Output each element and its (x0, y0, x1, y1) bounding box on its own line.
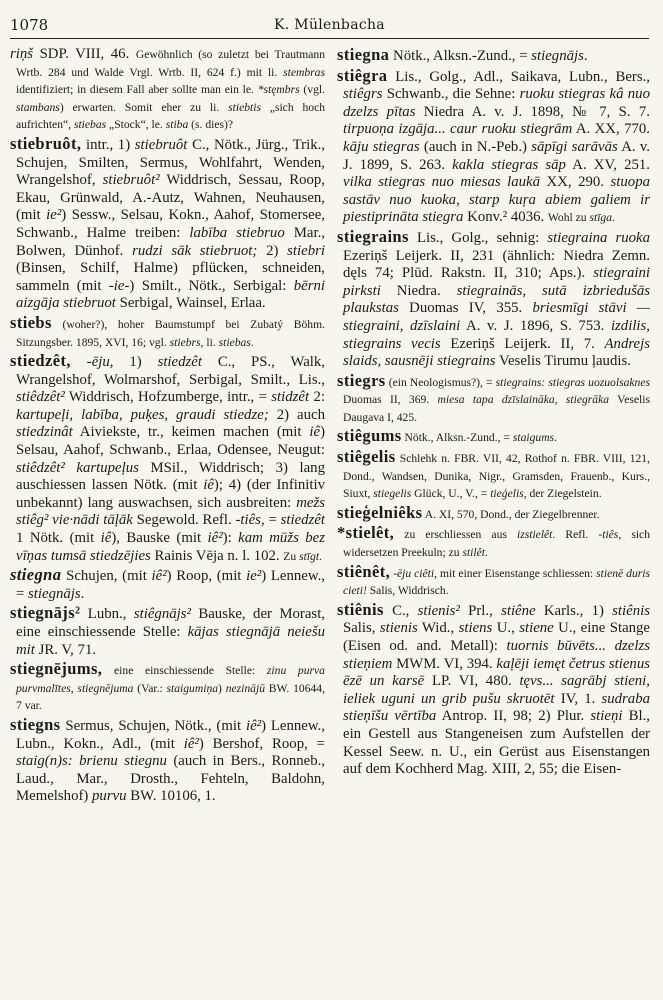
entry-text: izstielêt (516, 528, 553, 542)
entry-text: kaļēji iemęt četrus stienus ēzē un karsē (343, 655, 650, 690)
entry-text: staigums (512, 431, 555, 445)
entry-text: Mar., Bolwen, Dünhof. (16, 224, 325, 259)
entry-text: *stęmbrs (257, 83, 300, 97)
entry-text: SDP. VIII, 46. (33, 46, 136, 62)
entry-text: , = (260, 512, 281, 529)
entry-text: . (612, 211, 615, 225)
entry-text: . (319, 549, 322, 563)
entry-text: Karls., 1) (535, 602, 613, 619)
entry-text: Schujen, (mit (61, 568, 152, 585)
entry-text: (vgl. (299, 83, 325, 97)
entry-text: Rainis Vēja n. l. 102. (150, 547, 284, 564)
entry-text: ); 4) (der Infinitiv unbekannt) lang auswachsen, sich ausbreiten: (16, 477, 325, 511)
entry-text: zu erschliessen aus (394, 528, 517, 542)
entry-text: iê (100, 530, 112, 547)
entry-text: stiegrainās, sutā izbriedušās plaukstas (343, 282, 650, 317)
entry-text: ) Selsau, Aahof, Schwanb., Erlaa, Odensee, Neugut: (16, 424, 325, 459)
entry-text: C., PS., Walk, Wrangelshof, Wolmarshof, Serbigal, Smilt., Lis., (16, 354, 325, 388)
entry-text: A. XX, 770. (572, 121, 650, 138)
entry-text: Ezeriņš Leijerk. II, 7. (440, 335, 605, 352)
headword: stiebs (10, 312, 52, 332)
entry-text: Glück, U., V., = (411, 487, 491, 501)
entry-text: stuopa sastāv nuo kuoka, starp kuŗa abiem galiem ir piestiprināta stiegra (343, 174, 650, 226)
headword: stiegrains (337, 226, 409, 246)
entry-text: (auch in Bers., Ronneb., Laud., Mar., Drosth., Fehteln, Baldohn, Memelshof) (16, 753, 325, 805)
entry-text: Serbigal, Wainsel, Erlaa. (115, 295, 266, 312)
entry-rins (10, 46, 325, 134)
entry-text: -ēju ciêti, (393, 566, 437, 580)
entry-text: sudraba stieņīšu vērtība (343, 690, 650, 725)
running-title: K. Mülenbacha (274, 17, 385, 33)
entry-text: Widdrisch, Hofzumberge, intr., = (64, 389, 272, 406)
entry-text: kāju stiegras (343, 138, 420, 155)
entry-text: stiebri (287, 242, 325, 259)
entry-text: purvu (92, 788, 127, 805)
headword: stiebruôt, (10, 133, 82, 153)
entry-text: , li. (200, 335, 219, 349)
entry-text: XX, 290. (540, 174, 611, 191)
headword: stieģelniêks (337, 502, 423, 522)
entry-text: ie² (46, 207, 62, 224)
entry-text: iê² (183, 735, 199, 752)
entry-text: stiegraina ruoka (547, 229, 650, 246)
entry-text: . (250, 335, 254, 349)
entry-text: stiba (165, 118, 189, 132)
entry-text: stiegnājs (28, 585, 81, 602)
entry-text: Konv.² 4036. (463, 209, 548, 226)
entry-text: stiebruôt² (102, 172, 160, 189)
entry-text: C., Nötk., Jürg., Trik., Schujen, Smilten, Sermus, Wohlfahrt, Wenden, Wrangelshof, (16, 136, 325, 189)
entry-text: stiegelis (373, 487, 412, 501)
entry-text: -ēju (86, 354, 110, 371)
entry-text: riņš (10, 46, 34, 62)
entry-text: Niedra. (380, 282, 457, 299)
page-header (10, 14, 649, 39)
entry-stiegra (337, 67, 650, 227)
entry-text: 2: (309, 389, 325, 406)
entry-text: tuornis būvēts... dzelzs stieņiem (343, 638, 650, 672)
entry-text: Ezeriņš Leijerk. II, 231 (ähnlich: Niedra Zemn. dęls 74; Plūd. Rakstn. II, 310; Aps.). (343, 247, 650, 282)
entry-text: stīga (589, 211, 613, 225)
entry-stiegrs (337, 372, 650, 427)
entry-text: JR. V, 71. (34, 641, 97, 658)
entry-text: identifiziert; in diesem Fall aber sollte man ein le. (16, 83, 258, 97)
entry-text: eine einschiessende Stelle: (102, 664, 267, 678)
entry-text: U., (492, 620, 520, 637)
entry-text: stiegnājs (531, 48, 584, 64)
entry-text: Niedra A. v. J. 1898, № 7, S. 7. (415, 103, 650, 120)
entry-text: -tiês (598, 528, 619, 542)
entry-text: ): (222, 530, 239, 547)
entry-text: stiedzêt (280, 512, 325, 529)
entry-text: stiens (458, 620, 493, 637)
entry-stienis (337, 601, 650, 779)
entry-text: A. XV, 251. (565, 156, 650, 173)
entry-text: stienē duris cieti! (343, 566, 650, 598)
headword: stiedzêt, (10, 351, 71, 371)
entry-text: stiebrs (169, 335, 201, 349)
entry-text: Zu (283, 549, 300, 563)
entry-text: kartupeļi, labība, puķes, graudi stiedze; (16, 406, 269, 423)
entry-text: Antrop. II, 98; 2) Plur. (436, 708, 591, 725)
entry-text: ) Roop, (mit (166, 568, 247, 585)
entry-text: , sich widersetzen Preekuln; zu (343, 528, 650, 560)
entry-stiebruot (10, 135, 325, 313)
entry-text: ) Smilt., Nötk., Serbigal: (129, 277, 294, 294)
entry-text: Salis, Widdrisch. (366, 584, 449, 598)
entry-text: stiebas (73, 118, 107, 132)
entry-text: MSil., Widdrisch; 3) lang auschiessen lassen Nötk. (mit (16, 459, 325, 494)
entry-text: stambans (16, 100, 60, 114)
entry-text: . (583, 48, 588, 64)
entry-text: stiedzinât (16, 424, 73, 441)
entry-text: Veselis Tirumu ļaudis. (495, 353, 631, 370)
entry-text: intr., 1) (81, 136, 135, 153)
entry-text: Duomas IV, 355. (398, 300, 533, 317)
entry-text: Wid., (417, 620, 459, 637)
entry-stiegns (10, 716, 325, 806)
entry-text: Prl., (459, 602, 502, 619)
entry-text: Veselis Daugava I, 425. (343, 393, 650, 424)
entry-stiegnejums (10, 660, 325, 715)
entry-text: stiedzêt (157, 354, 202, 371)
entry-text: iê² (207, 530, 223, 547)
entry-text: LP. VI, 480. (424, 673, 520, 690)
headword: stiêgums (337, 426, 402, 446)
headword: stiegna (337, 46, 390, 64)
entry-text: , 1) (109, 354, 158, 371)
entry-text: Schlehk n. FBR. VII, 42, Rothof n. FBR. VIII, 121, Dond., Wandsen, Dunika, Nigr., Gramsden, Frauenb., Kurs., Siuxt, (343, 452, 650, 501)
entry-text: . Refl. (552, 528, 599, 542)
entry-text: C., (383, 602, 418, 619)
entry-text: U., eine Stange (Eisen od. and. Metall): (343, 620, 650, 654)
entry-text: Lis., Golg., Adl., Saikava, Lubn., Bers., (387, 68, 650, 85)
entry-text: stiebtis (228, 100, 261, 114)
entry-text: nezinājū (225, 681, 265, 695)
headword: stiegna (10, 565, 62, 585)
entry-text: (s. dies)? (188, 118, 234, 132)
entry-text: 2) (257, 242, 288, 259)
entry-text: stembras (283, 65, 325, 79)
headword: stiegrs (337, 370, 386, 390)
entry-text: Gewöhnlich (so zuletzt bei Trautmann Wrtb. 284 und Walde Vrgl. Wrtb. II, 624 f.) mit li. (16, 48, 325, 79)
headword: stiegnājs² (10, 603, 81, 623)
entry-text: Sermus, Schujen, Nötk., (mit (60, 717, 246, 734)
entry-text: „Stock“, le. (106, 118, 166, 132)
entry-text: staigumiņa (166, 681, 219, 695)
entry-stiegelnieks (337, 504, 650, 524)
entry-text: A. v. J. 1896, S. 753. (460, 317, 611, 334)
entry-text: Bauske, der Morast, eine einschiessende Stelle: (16, 606, 325, 640)
headword: stiegns (10, 714, 61, 734)
headword: stiênêt, (337, 561, 391, 581)
entry-text: Andrejs slaids, sausnēji stiegrains (343, 335, 650, 370)
entry-text: stiêne (501, 602, 536, 619)
entry-stielet (337, 524, 650, 561)
entry-text: ) Lennew., = (16, 568, 325, 602)
headword: stiegnējums, (10, 659, 103, 679)
entry-text: bērni aizgāja stiebruot (16, 277, 325, 312)
entry-text: MWM. VI, 394. (392, 655, 497, 672)
entry-text: stiegrains: stiegras uozuolsaknes (495, 375, 650, 389)
entry-text: sāpīgi sarāvās (531, 138, 618, 155)
entry-stiegrains (337, 228, 650, 371)
right-column (337, 46, 650, 992)
entry-text: labība stiebruo (189, 224, 285, 241)
entry-text: mežs stiêg² vie·nādi tāļāk (16, 494, 325, 529)
entry-text: Duomas II, 369. (343, 393, 438, 407)
entry-text: kam mūžs bez vīņas tumsā stiedzējies (16, 530, 325, 564)
entry-text: mit einer Eisenstange schliessen: (437, 566, 597, 580)
entry-text: -tiês (235, 512, 261, 529)
entry-text: zinu purva purvmalītes, stiegnējuma (16, 664, 325, 695)
entry-text: (ein Neologismus?), = (385, 375, 496, 389)
entry-text: . (554, 431, 557, 445)
entry-text: Widdrisch, Sessau, Roop, Ekau, Grünwald, A.-Autz, Wahnen, Neuhausen, (mit (16, 172, 325, 224)
headword: *stielêt, (337, 523, 395, 543)
entry-text (71, 354, 87, 370)
entry-text: -ie- (108, 277, 130, 294)
entry-text: Lubn., (80, 606, 134, 623)
entry-text: vilka stiegras nuo miesas laukā (343, 174, 541, 191)
page-number: 1078 (10, 16, 49, 34)
entry-text: Nötk., Alksn.-Zund., = (401, 431, 513, 445)
entry-text: iê (203, 477, 214, 494)
entry-text: stilêt (462, 546, 485, 560)
entry-text: BW. 10644, 7 var. (16, 681, 325, 713)
entry-text: . (80, 585, 85, 602)
entry-text: stidzêt (271, 389, 310, 406)
entry-text: IV, 1. (554, 690, 602, 707)
entry-text: briesmīgi stāvi — stiegraini, dzīslaini (343, 300, 650, 334)
entry-stiegelis (337, 448, 650, 503)
entry-text: ) (218, 681, 226, 695)
entry-stiedzet (10, 352, 325, 565)
entry-text: BW. 10106, 1. (126, 788, 216, 805)
entry-text: A. v. J. 1899, S. 263. (343, 138, 650, 173)
entry-text: 1 Nötk. (mit (16, 530, 101, 547)
entry-text: iê² (151, 568, 167, 585)
entry-text: stiebruôt (134, 136, 188, 153)
entry-text: stiênis (612, 602, 650, 619)
entry-text: stiêgnājs² (133, 606, 191, 623)
entry-text: stiegraini pirksti (343, 265, 650, 299)
entry-text: stiêdzêt² kartupeļus (16, 459, 139, 476)
headword: stiênis (337, 599, 384, 619)
entry-text: Schwanb., die Sehne: (382, 86, 520, 103)
entry-text: tieģelis (490, 487, 524, 501)
entry-text: (Binsen, Schilf, Halme) pflücken, schneiden, sammeln (mit (16, 260, 325, 294)
entry-text: 2) auch (268, 406, 325, 423)
entry-text: (auch in N.-Peb.) (419, 138, 532, 155)
entry-text: Bl., ein Gestell aus Stangeneisen zum Aufstellen der Kessel Seew. n. U., ein Gerüst aus Eisenstangen auf dem Kochherd Mag. XIII, 2, 55; die Eisen- (343, 708, 650, 778)
entry-stiegnajs (10, 604, 325, 659)
entry-text: (woher?), hoher Baumstumpf bei Zubatý Böhm. Sitzungsber. 1895, XVI, 16; vgl. (16, 317, 325, 349)
entry-text: miesa tapa dzīslaināka, stiegrāka (437, 393, 610, 407)
entry-stiegums (337, 427, 650, 447)
entry-text: stiebas (218, 335, 251, 349)
entry-stiebs (10, 314, 325, 351)
entry-text: stiene (519, 620, 554, 637)
entry-text: stienis² (417, 602, 460, 619)
entry-text: A. XI, 570, Dond., der Ziegelbrenner. (422, 507, 600, 521)
entry-text: tęvs... sagrābj stieni, ieliek uguni un grib pušu skruotēt (343, 673, 650, 707)
entry-text: stiêgrs (343, 86, 383, 103)
entry-text: ) Bershof, Roop, = (198, 735, 325, 752)
entry-text: iê² (245, 717, 262, 734)
entry-text: ruoku stiegras kâ nuo dzelzs pītas (343, 86, 650, 120)
entry-text: stieņi (590, 708, 623, 725)
entry-text: Aiviekste, tr., keimen machen (mit (72, 424, 310, 441)
entry-text: „sich hoch aufrichten“, (16, 100, 325, 132)
entry-text: stienis (379, 620, 418, 637)
entry-text: , der Ziegelstein. (523, 487, 602, 501)
entry-text: rudzi sāk stiebruot; (132, 242, 258, 259)
left-column (10, 46, 325, 992)
entry-text: Segewold. Refl. (132, 512, 236, 529)
entry-text: ie² (246, 568, 262, 585)
entry-text: Lis., Golg., sehnig: (408, 229, 548, 246)
entry-text: kakla stiegras sāp (452, 156, 566, 173)
entry-text: stīgt (299, 549, 320, 563)
entry-stiegna1 (10, 566, 325, 603)
entry-text: iê (309, 424, 321, 441)
entry-text: kājas stiegnājā neiešu mit (16, 624, 325, 658)
entry-text: izdilis, stiegrains vecis (343, 317, 650, 352)
headword: stiêgra (337, 65, 388, 85)
entry-text: staig(n)s: brienu stiegnu (16, 753, 167, 770)
entry-text: stiêdzêt² (16, 389, 65, 406)
headword: stiêgelis (337, 447, 396, 467)
entry-text: ) Sessw., Selsau, Kokn., Aahof, Stomersee, Schwanb., Halme treiben: (16, 207, 325, 241)
entry-text: ) erwarten. Somit eher zu li. (59, 100, 229, 114)
entry-text: Wohl zu (547, 211, 590, 225)
entry-stiegna2 (337, 46, 650, 66)
entry-text: Salis, (343, 620, 380, 637)
entry-text: (Var.: (133, 681, 167, 695)
entry-text: ), Bauske (mit (111, 530, 208, 547)
entry-stienet (337, 563, 650, 600)
entry-text: ) Lennew., Lubn., Kokn., Adl., (mit (16, 717, 325, 752)
entry-text: tirpuoņa izgāja... caur ruoku stiegrām (343, 121, 573, 138)
entry-text: Nötk., Alksn.-Zund., = (389, 48, 532, 64)
entry-text: . (484, 546, 488, 560)
